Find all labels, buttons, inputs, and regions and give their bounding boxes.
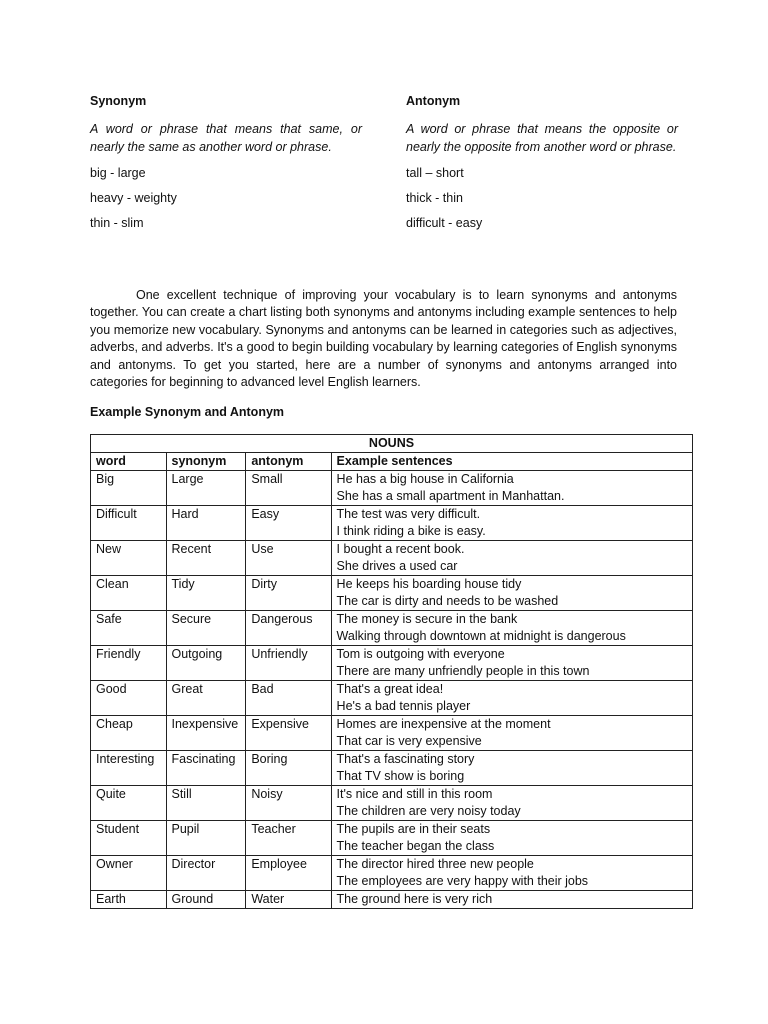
example-sentence: The children are very noisy today [336, 804, 521, 818]
cell-example-sentences [331, 821, 692, 856]
cell-antonym: Noisy [246, 786, 331, 821]
intro-paragraph: One excellent technique of improving your vocabulary is to learn synonyms and antonyms together. You can create a chart listing both synonyms and antonyms including example sentences to help you memorize new vocabulary. Synonyms and antonyms can be learned in categories such as adjectives, adverbs, and adverbs. It's a good to begin building vocabulary by learning categories of English synonyms and antonyms. To get you started, here are a number of synonyms and antonyms arranged into categories for beginning to advanced level English learners. [90, 288, 677, 390]
cell-example-sentences [331, 786, 692, 821]
cell-word: Student [91, 821, 167, 856]
example-sentence: I think riding a bike is easy. [336, 524, 486, 538]
example-sentence: It's nice and still in this room [336, 787, 493, 801]
example-sentence: The test was very difficult. [336, 507, 481, 521]
antonym-example: tall – short [406, 166, 464, 180]
cell-word: Good [91, 681, 167, 716]
table-caption: NOUNS [91, 435, 693, 453]
example-sentence: That's a great idea! [336, 682, 444, 696]
cell-synonym: Recent [166, 541, 246, 576]
cell-example-sentences [331, 681, 692, 716]
cell-antonym: Teacher [246, 821, 331, 856]
cell-word: Friendly [91, 646, 167, 681]
header-examples: Example sentences [331, 453, 692, 471]
table-row [91, 471, 693, 506]
cell-word: Safe [91, 611, 167, 646]
cell-synonym: Director [166, 856, 246, 891]
cell-antonym: Expensive [246, 716, 331, 751]
cell-antonym: Water [246, 891, 331, 909]
cell-word: New [91, 541, 167, 576]
table-row [91, 506, 693, 541]
header-antonym: antonym [246, 453, 331, 471]
example-sentence: The teacher began the class [336, 839, 495, 853]
example-sentence: He keeps his boarding house tidy [336, 577, 522, 591]
table-header-row [91, 453, 693, 471]
synonym-example: big - large [90, 166, 146, 180]
example-sentence: She has a small apartment in Manhattan. [336, 489, 565, 503]
cell-antonym: Small [246, 471, 331, 506]
example-sentence: He's a bad tennis player [336, 699, 471, 713]
cell-word: Earth [91, 891, 167, 909]
cell-word: Interesting [91, 751, 167, 786]
cell-synonym: Ground [166, 891, 246, 909]
cell-antonym: Boring [246, 751, 331, 786]
table-row [91, 681, 693, 716]
example-sentence: The money is secure in the bank [336, 612, 518, 626]
cell-antonym: Unfriendly [246, 646, 331, 681]
example-sentence: The car is dirty and needs to be washed [336, 594, 559, 608]
antonym-definition: A word or phrase that means the opposite or nearly the opposite from another word or phrase. [406, 122, 678, 154]
table-row [91, 751, 693, 786]
cell-example-sentences [331, 716, 692, 751]
table-row [91, 821, 693, 856]
cell-synonym: Hard [166, 506, 246, 541]
example-sentence: There are many unfriendly people in this town [336, 664, 590, 678]
example-sentence: The director hired three new people [336, 857, 534, 871]
antonym-example: thick - thin [406, 191, 463, 205]
cell-word: Cheap [91, 716, 167, 751]
table-row [91, 541, 693, 576]
example-sentence: The ground here is very rich [336, 892, 493, 906]
cell-word: Owner [91, 856, 167, 891]
table-row [91, 646, 693, 681]
cell-synonym: Pupil [166, 821, 246, 856]
cell-antonym: Use [246, 541, 331, 576]
table-body [91, 471, 693, 909]
antonym-column [406, 92, 678, 239]
cell-example-sentences [331, 891, 692, 909]
antonym-example: difficult - easy [406, 216, 483, 230]
example-sentence: That's a fascinating story [336, 752, 475, 766]
example-sentence: Tom is outgoing with everyone [336, 647, 505, 661]
example-sentence: He has a big house in California [336, 472, 514, 486]
cell-antonym: Dangerous [246, 611, 331, 646]
cell-synonym: Tidy [166, 576, 246, 611]
synonym-heading: Synonym [90, 94, 147, 108]
example-sentence: Homes are inexpensive at the moment [336, 717, 551, 731]
cell-example-sentences [331, 611, 692, 646]
cell-word: Quite [91, 786, 167, 821]
cell-example-sentences [331, 646, 692, 681]
cell-antonym: Easy [246, 506, 331, 541]
cell-synonym: Secure [166, 611, 246, 646]
cell-word: Big [91, 471, 167, 506]
table-row [91, 891, 693, 909]
table-row [91, 716, 693, 751]
cell-word: Clean [91, 576, 167, 611]
antonym-heading: Antonym [406, 94, 461, 108]
nouns-table [90, 434, 693, 909]
cell-antonym: Employee [246, 856, 331, 891]
synonym-column [90, 92, 362, 239]
cell-antonym: Dirty [246, 576, 331, 611]
table-row [91, 611, 693, 646]
example-sentence: I bought a recent book. [336, 542, 465, 556]
cell-example-sentences [331, 471, 692, 506]
example-sentence: The pupils are in their seats [336, 822, 491, 836]
table-caption-row [91, 435, 693, 453]
synonym-example: heavy - weighty [90, 191, 177, 205]
cell-example-sentences [331, 751, 692, 786]
table-row [91, 576, 693, 611]
table-row [91, 856, 693, 891]
cell-example-sentences [331, 506, 692, 541]
table-row [91, 786, 693, 821]
cell-antonym: Bad [246, 681, 331, 716]
cell-synonym: Still [166, 786, 246, 821]
synonym-definition: A word or phrase that means that same, or nearly the same as another word or phrase. [90, 122, 362, 154]
cell-synonym: Great [166, 681, 246, 716]
cell-example-sentences [331, 541, 692, 576]
cell-word: Difficult [91, 506, 167, 541]
example-sentence: That car is very expensive [336, 734, 482, 748]
section-title: Example Synonym and Antonym [90, 405, 285, 419]
cell-synonym: Outgoing [166, 646, 246, 681]
example-sentence: She drives a used car [336, 559, 458, 573]
cell-synonym: Inexpensive [166, 716, 246, 751]
example-sentence: The employees are very happy with their jobs [336, 874, 589, 888]
header-synonym: synonym [166, 453, 246, 471]
cell-example-sentences [331, 576, 692, 611]
synonym-example: thin - slim [90, 216, 144, 230]
cell-synonym: Large [166, 471, 246, 506]
example-sentence: That TV show is boring [336, 769, 465, 783]
header-word: word [91, 453, 167, 471]
cell-example-sentences [331, 856, 692, 891]
cell-synonym: Fascinating [166, 751, 246, 786]
example-sentence: Walking through downtown at midnight is dangerous [336, 629, 626, 643]
